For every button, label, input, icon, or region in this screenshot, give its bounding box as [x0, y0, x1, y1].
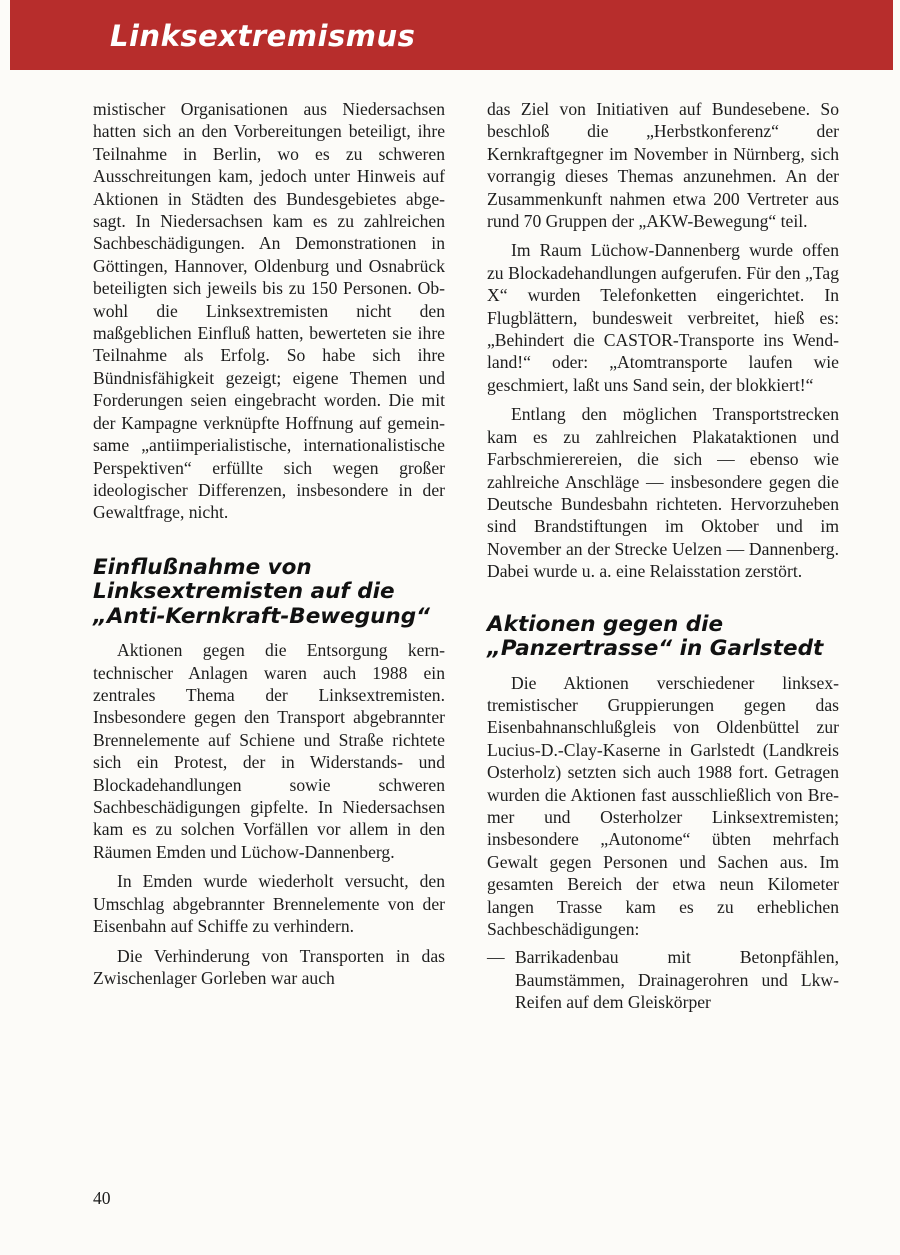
body-paragraph: In Emden wurde wiederholt versucht, den Umschlag abgebrannter Brennelemente von der Eisenbahn auf Schiffe zu verhindern. [93, 871, 445, 937]
right-column [487, 98, 839, 1014]
body-paragraph: mistischer Organisationen aus Niedersachsen hatten sich an den Vorbereitungen beteiligt, ihre Teilnahme in Berlin, wo es zu schweren Ausschreitungen kam, jedoch unter Hinweis auf Aktionen in Städten des Bundesgebietes abgesagt. In Niedersachsen kam es zu zahlreichen Sachbeschädigungen. An Demonstrationen in Göttingen, Hannover, Oldenburg und Osnabrück beteiligten sich jeweils bis zu 150 Personen. Obwohl die Linksextremisten nicht den maßgeblichen Einfluß hatten, bewerteten sie ihre Teilnahme als Erfolg. So habe sich ihre Bündnisfähigkeit gezeigt; eigene Themen und Forderungen seien eingebracht worden. Die mit der Kampagne verknüpfte Hoffnung auf gemeinsame „antiimperialistische, internationalistische Perspektiven“ erfüllte sich wegen großer ideologischer Differenzen, insbesondere in der Gewaltfrage, nicht. [93, 99, 445, 523]
body-paragraph: Die Verhinderung von Transporten in das Zwischenlager Gorleben war auch [93, 945, 445, 988]
body-paragraph: Im Raum Lüchow-Dannenberg wurde offen zu Blockadehandlungen aufgerufen. Für den „Tag X“ wurden Telefonketten eingerichtet. In Flugblättern, bundesweit verbreitet, hieß es: „Behindert die CASTOR-Transporte ins Wendland!“ oder: „Atomtransporte laufen wie geschmiert, laßt uns Sand sein, der blokkiert!“ [487, 240, 839, 395]
header-bar [10, 0, 893, 70]
list-item [487, 946, 839, 1013]
left-column [93, 98, 445, 989]
body-paragraph: Aktionen gegen die Entsorgung kerntechnischer Anlagen waren auch 1988 ein zentrales Thema der Linksextremisten. Insbesondere gegen den Transport abgebrannter Brennelemente auf Schiene und Straße richtete sich ein Protest, der in Widerstands- und Blockadehandlungen sowie schweren Sachbeschädigungen gipfelte. In Niedersachsen kam es zu solchen Vorfällen vor allem in den Räumen Emden und Lüchow-Dannenberg. [93, 640, 445, 862]
list-item-text: Barrikadenbau mit Betonpfählen, Baumstämmen, Drainagerohren und Lkw-Reifen auf dem Gleiskörper [515, 947, 839, 1013]
page-number: 40 [93, 1188, 111, 1208]
body-paragraph: Die Aktionen verschiedener linksextremistischer Gruppierungen gegen das Eisenbahnanschlußgleis von Oldenbüttel zur Lucius-D.-Clay-Kaserne in Garlstedt (Landkreis Osterholz) setzten sich auch 1988 fort. Getragen wurden die Aktionen fast ausschließlich von Bremer und Osterholzer Linksextremisten; insbesondere „Autonome“ übten mehrfach Gewalt gegen Personen und Sachen aus. Im gesamten Bereich der etwa neun Kilometer langen Trasse kam es zu erheblichen Sachbeschädigungen: [487, 672, 839, 939]
section-heading: Aktionen gegen die „Panzertrasse“ in Garlstedt [487, 611, 824, 662]
body-paragraph: Entlang den möglichen Transportstrecken kam es zu zahlreichen Plakataktionen und Farbschmierereien, die sich — ebenso wie zahlreiche Anschläge — insbesondere gegen die Deutsche Bundesbahn richteten. Hervorzuheben sind Brandstiftungen im Oktober und im November an der Strecke Uelzen — Dannenberg. Dabei wurde u. a. eine Relaisstation zerstört. [487, 404, 839, 582]
section-heading: Einflußnahme von Linksextremisten auf die „Anti-Kernkraft-Bewegung“ [93, 554, 430, 629]
dash-list [487, 946, 839, 1013]
page-title: Linksextremismus [110, 19, 416, 53]
body-paragraph: das Ziel von Initiativen auf Bundesebene. So beschloß die „Herbstkonferenz“ der Kernkraftgegner im November in Nürnberg, sich vorrangig dieses Themas anzunehmen. An der Zusammenkunft nahmen etwa 200 Vertreter aus rund 70 Gruppen der „AKW-Bewegung“ teil. [487, 99, 839, 232]
list-dash: — [487, 947, 505, 968]
